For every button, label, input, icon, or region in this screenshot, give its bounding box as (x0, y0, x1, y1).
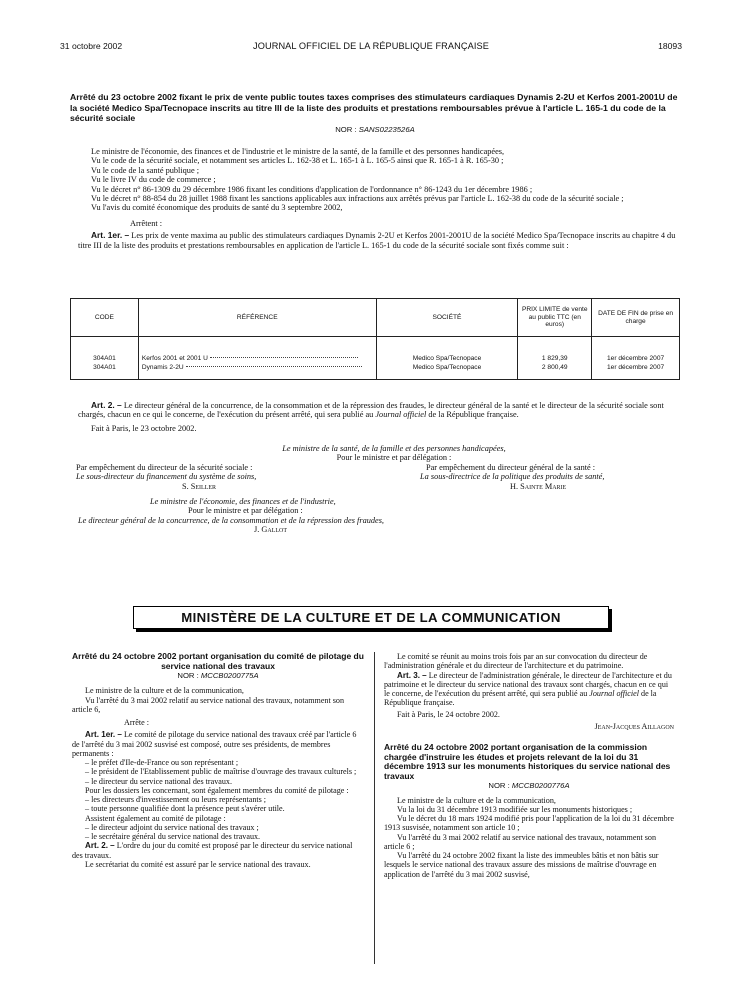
page-number: 18093 (658, 41, 682, 51)
journal-title: JOURNAL OFFICIEL DE LA RÉPUBLIQUE FRANÇAISE (253, 41, 489, 51)
cell-prix: 2 800,49 (518, 364, 592, 380)
vu-line: Vu l'arrêté du 24 octobre 2002 fixant la liste des immeubles bâtis et non bâtis sur lesquels le service national des travaux assure des missions de maîtrise d'ouvrage en application de l'arrêté du 3 mai 2002 susvisé, (384, 851, 659, 879)
table-header-row (71, 299, 680, 337)
fait-a-paris: Fait à Paris, le 23 octobre 2002. (91, 423, 197, 433)
list-item: – le directeur adjoint du service national des travaux ; (85, 822, 259, 832)
arrete-2-title: Arrêté du 24 octobre 2002 portant organisation du comité de pilotage du service national des travaux (72, 651, 364, 671)
arrete-2-nor: NOR : MCCB0200775A (177, 671, 259, 681)
vu-line: Vu l'avis du comité économique des produits de santé du 3 septembre 2002, (91, 203, 343, 213)
ministry-banner: MINISTÈRE DE LA CULTURE ET DE LA COMMUNICATION (133, 606, 609, 629)
arrete-2-vu: Vu l'arrêté du 3 mai 2002 relatif au service national des travaux, notamment son article 6, (72, 695, 344, 714)
issue-date: 31 octobre 2002 (60, 41, 123, 51)
col-header-code: CODE (71, 299, 139, 337)
sig-left-name: S. Seiller (182, 481, 217, 491)
journal-officiel-ref: Journal officiel (375, 410, 427, 420)
arrete-2-signature: Jean-Jacques Aillagon (594, 721, 674, 731)
cell-prix: 1 829,39 (518, 355, 592, 364)
list-item: – les directeurs d'investissement ou leurs représentants ; (85, 795, 267, 805)
signatory-minister-2: Le ministre de l'économie, des finances et de l'industrie, (150, 497, 336, 507)
sig-right-name: H. Sainte Marie (510, 481, 567, 491)
arrete-2-para3: Assistent également au comité de pilotage : (85, 813, 226, 823)
article-1-label: Art. 1er. – (91, 230, 130, 241)
arrete-3-intro: Le ministre de la culture et de la communication, (397, 795, 556, 805)
table-row (71, 355, 680, 364)
cell-date: 1er décembre 2007 (592, 364, 680, 380)
article-2-label: Art. 2. – (91, 400, 122, 410)
list-item: – le préfet d'Ile-de-France ou son représentant ; (85, 758, 239, 768)
signatory-delegation: Pour le ministre et par délégation : (336, 453, 452, 463)
cell-date: 1er décembre 2007 (592, 355, 680, 364)
price-table-wrapper (70, 298, 680, 380)
running-header (60, 41, 682, 53)
col-header-date-fin: DATE DE FIN de prise en charge (592, 299, 680, 337)
col-header-prix: PRIX LIMITE de vente au public TTC (en euros) (518, 299, 592, 337)
column-divider (374, 652, 375, 964)
price-table (70, 298, 680, 380)
cell-code: 304A01 (71, 355, 139, 364)
arrete-1-intro: Le ministre de l'économie, des finances et de l'industrie et le ministre de la santé, de la famille et des personnes handicapées, (91, 147, 505, 156)
arrete-1-closing (78, 401, 680, 433)
vu-line: Vu le décret n° 86-1309 du 29 décembre 1986 fixant les conditions d'application de l'ordonnance n° 86-1243 du 1er décembre 1986 ; (91, 184, 533, 194)
nor-code: SANS0223526A (358, 124, 415, 134)
nor-label: NOR : (335, 124, 357, 134)
arrete-2-intro: Le ministre de la culture et de la communication, (85, 686, 244, 696)
list-item: – le directeur du service national des travaux. (85, 776, 232, 786)
cell-reference: Kerfos 2001 et 2001 U (138, 355, 376, 364)
list-item: – toute personne qualifiée dont la présence peut s'avérer utile. (85, 804, 285, 814)
list-item: – le président de l'Etablissement public de maîtrise d'ouvrage des travaux culturels ; (85, 767, 357, 777)
cell-reference: Dynamis 2-2U (138, 364, 376, 380)
arrete-2-fait: Fait à Paris, le 24 octobre 2002. (397, 709, 500, 719)
signatory-delegation-2: Pour le ministre et par délégation : (188, 506, 303, 516)
cell-societe: Medico Spa/Tecnopace (376, 364, 518, 380)
vu-line: Vu le livre IV du code de commerce ; (91, 175, 216, 185)
article-2: Art. 2. – Le directeur général de la concurrence, de la consommation et de la répression des fraudes, le directeur général de la santé et le directeur de la sécurité sociale sont chargés, chacun en ce qui le concerne, de l'exécution du présent arrêté, qui sera publié au Journal officiel de la République française. (78, 400, 664, 420)
arrete-1-signatures (70, 444, 680, 535)
sig-left-line-1: Par empêchement du directeur de la sécurité sociale : (76, 462, 253, 472)
sig-right-line-2: La sous-directrice de la politique des produits de santé, (420, 472, 605, 482)
vu-line: Vu l'arrêté du 3 mai 2002 relatif au service national des travaux, notamment son article 6 ; (384, 832, 656, 851)
table-row (71, 364, 680, 380)
right-column (384, 652, 674, 879)
col-header-reference: RÉFÉRENCE (138, 299, 376, 337)
arrete-2-article-1: Art. 1er. – Le comité de pilotage du service national des travaux créé par l'article 6 de l'arrêté du 3 mai 2002 susvisé est composé, outre ses présidents, de membres permanents : (72, 730, 357, 758)
arrete-1-visas (78, 147, 680, 250)
vu-line: Vu le code de la santé publique ; (91, 165, 200, 175)
arrete-1 (70, 92, 680, 134)
article-1 (78, 231, 680, 250)
cell-code: 304A01 (71, 364, 139, 380)
sig-right-line-1: Par empêchement du directeur général de la santé : (426, 462, 596, 472)
article-1-text: Les prix de vente maxima au public des stimulateurs cardiaques Dynamis 2-2U et Kerfos 2001-2001U de la société Medico Spa/Tecnopace inscrits au chapitre 4 du titre III de la liste des produits et prestations remboursables en application de l'article L. 165-1 du code de la sécurité sociale sont fixés comme suit : (78, 231, 676, 250)
signatory-minister: Le ministre de la santé, de la famille et des personnes handicapées, (282, 444, 506, 453)
arrete-3-title: Arrêté du 24 octobre 2002 portant organisation de la commission chargée d'instruire les études et projets relevant de la loi du 31 décembre 1913 sur les monuments historiques du service national des travaux (384, 742, 671, 781)
arrete-2-arrete: Arrête : (124, 718, 149, 728)
left-column (72, 652, 364, 869)
arretent: Arrêtent : (130, 218, 163, 228)
vu-line: Vu le décret du 18 mars 1924 modifié pris pour l'application de la loi du 31 décembre 1913 susvisée, notamment son article 10 ; (384, 814, 674, 833)
arrete-2-para2: Pour les dossiers les concernant, sont également membres du comité de pilotage : (85, 785, 349, 795)
arrete-2-article-2: Art. 2. – L'ordre du jour du comité est proposé par le directeur du service national des travaux. (72, 841, 353, 860)
vu-line: Vu la loi du 31 décembre 1913 modifiée sur les monuments historiques ; (397, 804, 633, 814)
arrete-1-title: Arrêté du 23 octobre 2002 fixant le prix de vente public toutes taxes comprises des stimulateurs cardiaques Dynamis 2-2U et Kerfos 2001-2001U de la société Medico Spa/Tecnopace inscrits au titre III de la liste des produits et prestations remboursables prévue à l'article L. 165-1 du code de la sécurité sociale (70, 92, 678, 124)
signatory-name-2: J. Gallot (254, 525, 288, 535)
arrete-2-reunion: Le comité se réunit au moins trois fois par an sur convocation du directeur de l'administration générale et du directeur de l'architecture et du patrimoine. (384, 652, 648, 671)
arrete-3-nor: NOR : MCCB0200776A (488, 781, 570, 791)
list-item: – le secrétaire général du service national des travaux. (85, 832, 261, 842)
arrete-2-secretariat: Le secrétariat du comité est assuré par le service national des travaux. (85, 859, 311, 869)
vu-line: Vu le code de la sécurité sociale, et notamment ses articles L. 162-38 et L. 165-1 à L. 165-5 ainsi que R. 165-1 à R. 165-30 ; (91, 156, 504, 166)
cell-societe: Medico Spa/Tecnopace (376, 355, 518, 364)
col-header-societe: SOCIÉTÉ (376, 299, 518, 337)
sig-left-line-2: Le sous-directeur du financement du système de soins, (76, 472, 257, 482)
signatory-title-2: Le directeur général de la concurrence, de la consommation et de la répression des fraudes, (78, 515, 384, 525)
arrete-1-nor (70, 125, 680, 134)
arrete-2-article-3: Art. 3. – Le directeur de l'administration générale, le directeur de l'architecture et du patrimoine et le directeur du service national des travaux sont chargés, chacun en ce qui le concerne, de l'exécution du présent arrêté, qui sera publié au Journal officiel de la République française. (384, 670, 672, 708)
vu-line: Vu le décret n° 88-854 du 28 juillet 1988 fixant les sanctions applicables aux infractions aux arrêtés prévus par l'article L. 162-38 du code de la sécurité sociale ; (91, 194, 624, 204)
